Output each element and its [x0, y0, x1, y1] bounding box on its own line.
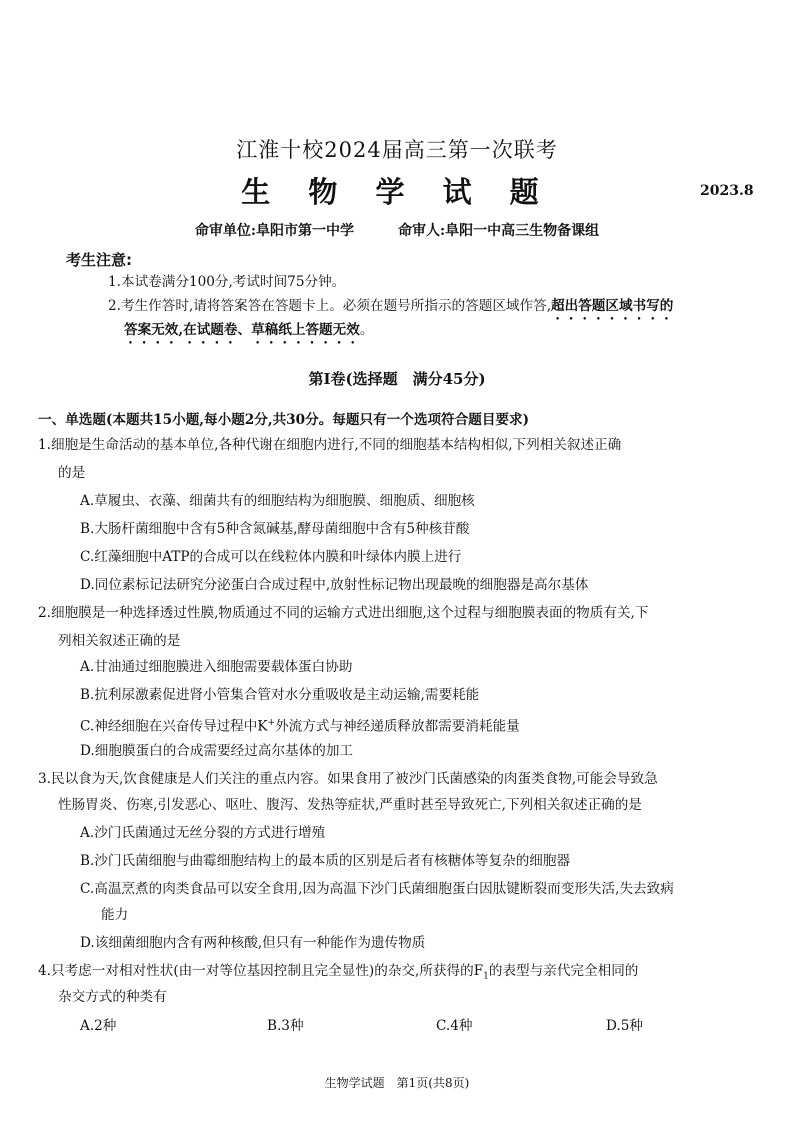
q3-option-d: D.该细菌细胞内含有两种核酸,但只有一种能作为遗传物质	[80, 935, 426, 951]
q1-stem: 1.细胞是生命活动的基本单位,各种代谢在细胞内进行,不同的细胞基本结构相似,下列相关叙述正确	[38, 437, 622, 453]
q2-option-a: A.甘油通过细胞膜进入细胞需要载体蛋白协助	[80, 659, 353, 675]
q3-option-a: A.沙门氏菌通过无丝分裂的方式进行增殖	[80, 825, 326, 841]
q4-stem	[38, 962, 638, 986]
exam-date: 2023.8	[700, 183, 754, 199]
q3-option-c-cont: 能力	[101, 907, 129, 923]
q2-stem-cont: 列相关叙述正确的是	[58, 633, 181, 649]
q3-stem-cont: 性肠胃炎、伤寒,引发恶心、呕吐、腹泻、发热等症状,严重时甚至导致死亡,下列相关叙述正确的是	[58, 797, 642, 813]
page-footer: 生物学试题 第1页(共8页)	[324, 1076, 470, 1090]
notice-item-2	[108, 297, 673, 323]
q4-option-d: D.5种	[606, 1018, 643, 1034]
q3-stem: 3.民以食为天,饮食健康是人们关注的重点内容。如果食用了被沙门氏菌感染的肉蛋类食物,可能会导致急	[38, 771, 658, 787]
setter-unit: 命审单位:阜阳市第一中学	[194, 223, 354, 239]
notice-item-2-text: 2.考生作答时,请将答案答在答题卡上。必须在题号所指示的答题区域作答,	[108, 298, 552, 314]
q2-stem: 2.细胞膜是一种选择透过性膜,物质通过不同的运输方式进出细胞,这个过程与细胞膜表面的物质有关,下	[38, 605, 649, 621]
q4-stem-sub: 1	[483, 971, 489, 982]
notice-item-1: 1.本试卷满分100分,考试时间75分钟。	[108, 274, 346, 290]
q1-stem-cont: 的是	[58, 465, 86, 481]
q2-option-c-text: C.神经细胞在兴奋传导过程中K	[80, 718, 268, 735]
q3-option-c: C.高温烹煮的肉类食品可以安全食用,因为高温下沙门氏菌细胞蛋白因肽键断裂而变形失活,失去致病	[80, 881, 674, 897]
q1-option-a: A.草履虫、衣藻、细菌共有的细胞结构为细胞膜、细胞质、细胞核	[80, 493, 475, 509]
q4-stem-text: 4.只考虑一对相对性状(由一对等位基因控制且完全显性)的杂交,所获得的F	[38, 963, 484, 979]
q4-option-c: C.4种	[436, 1018, 473, 1034]
q4-stem-text-end: 的表型与亲代完全相同的	[488, 963, 639, 979]
notice-item-2-end: 。	[359, 322, 374, 338]
q3-option-b: B.沙门氏菌细胞与曲霉细胞结构上的最本质的区别是后者有核糖体等复杂的细胞器	[80, 853, 571, 869]
q4-option-b: B.3种	[267, 1018, 304, 1034]
notice-item-2-emphasis-cont: 答案无效,在试题卷、草稿纸上答题无效	[124, 322, 360, 338]
q1-option-b: B.大肠杆菌细胞中含有5种含氮碱基,酵母菌细胞中含有5种核苷酸	[80, 521, 470, 537]
exam-name: 江淮十校2024届高三第一次联考	[236, 138, 558, 162]
q4-stem-cont: 杂交方式的种类有	[58, 989, 167, 1005]
notice-item-2-cont	[124, 321, 373, 347]
part-heading: 一、单选题(本题共15小题,每小题2分,共30分。每题只有一个选项符合题目要求)	[38, 412, 530, 428]
q4-option-a: A.2种	[80, 1018, 117, 1034]
q2-option-b: B.抗利尿激素促进肾小管集合管对水分重吸收是主动运输,需要耗能	[80, 687, 480, 703]
q2-option-c	[80, 714, 520, 736]
section-title: 第Ⅰ卷(选择题 满分45分)	[308, 370, 486, 388]
notice-title: 考生注意:	[66, 251, 132, 269]
q2-option-c-sup: +	[267, 718, 276, 728]
q1-option-d: D.同位素标记法研究分泌蛋白合成过程中,放射性标记物出现最晚的细胞器是高尔基体	[80, 577, 589, 593]
notice-item-2-emphasis: 超出答题区域书写的	[551, 298, 674, 314]
q2-option-d: D.细胞膜蛋白的合成需要经过高尔基体的加工	[80, 743, 354, 759]
setter-person: 命审人:阜阳一中高三生物备课组	[398, 223, 600, 239]
setter-info	[0, 220, 794, 240]
subject-title: 生 物 学 试 题	[241, 175, 553, 209]
q1-option-c: C.红藻细胞中ATP的合成可以在线粒体内膜和叶绿体内膜上进行	[80, 549, 462, 565]
q2-option-c-text-end: 外流方式与神经递质释放都需要消耗能量	[275, 718, 520, 735]
